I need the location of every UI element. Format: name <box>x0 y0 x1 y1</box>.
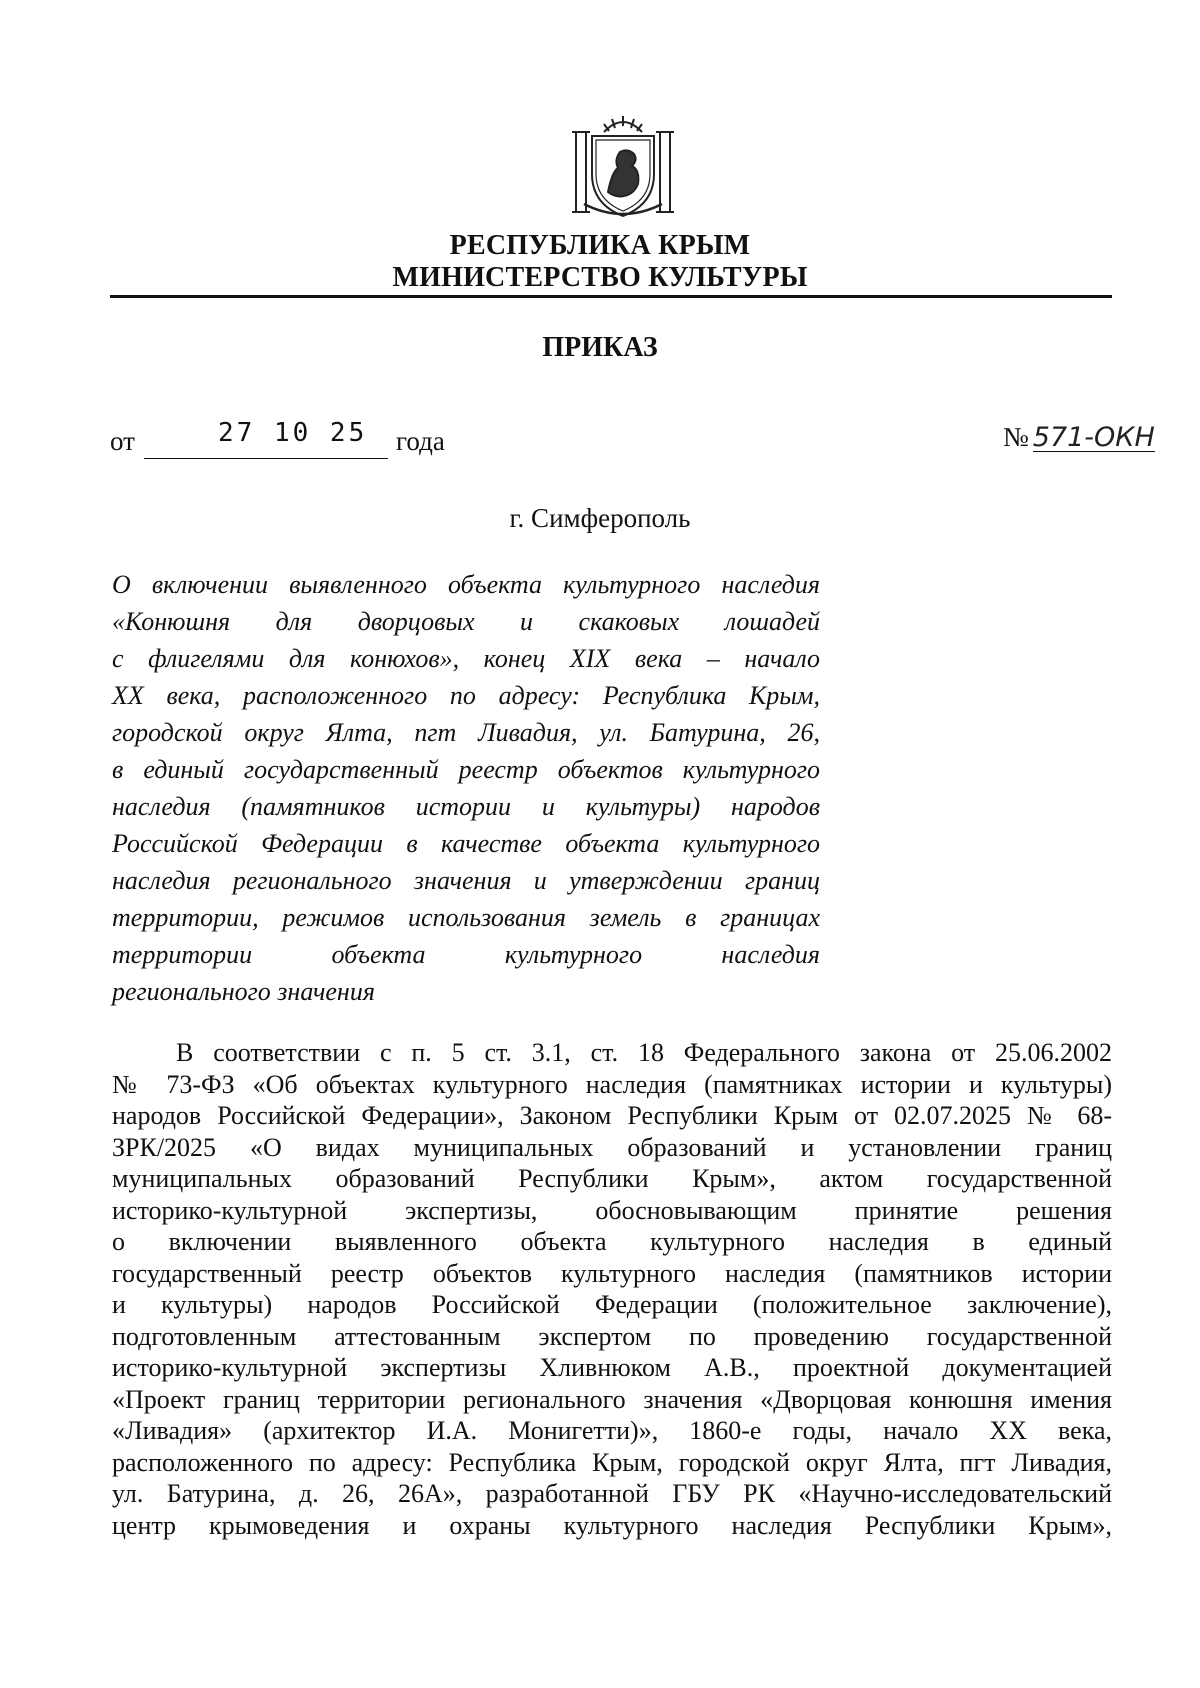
header-ministry: МИНИСТЕРСТВО КУЛЬТУРЫ <box>392 262 808 293</box>
document-type: ПРИКАЗ <box>542 332 658 363</box>
title-line: наследия (памятников истории и культуры) народов <box>112 792 820 821</box>
title-line: с флигелями для конюхов», конец XIX века – начало <box>112 644 820 673</box>
date-prefix: от <box>110 426 135 456</box>
order-title <box>112 566 820 1010</box>
body-line: муниципальных образований Республики Крым», актом государственной <box>112 1164 1112 1193</box>
title-line: «Конюшня для дворцовых и скаковых лошадей <box>112 607 820 636</box>
title-line: наследия регионального значения и утверждении границ <box>112 866 820 895</box>
body-line: «Проект границ территории регионального значения «Дворцовая конюшня имения <box>112 1384 1112 1414</box>
body-line: В соответствии с п. 5 ст. 3.1, ст. 18 Федерального закона от 25.06.2002 <box>176 1038 1112 1067</box>
title-line: Российской Федерации в качестве объекта культурного <box>112 829 820 858</box>
body-line: о включении выявленного объекта культурного наследия в единый <box>112 1227 1112 1256</box>
body-line: народов Российской Федерации», Законом Республики Крым от 02.07.2025 № 68- <box>112 1101 1112 1130</box>
date-value: 27 10 25 <box>218 418 368 448</box>
number-sign: № <box>1003 422 1029 452</box>
body-line: историко-культурной экспертизы, обосновывающим принятие решения <box>112 1195 1112 1225</box>
title-line: О включении выявленного объекта культурного наследия <box>112 570 820 599</box>
header-divider <box>110 295 1112 298</box>
body-line: историко-культурной экспертизы Хливнюком А.В., проектной документацией <box>112 1353 1112 1382</box>
city-line: г. Симферополь <box>509 503 691 533</box>
header-republic: РЕСПУБЛИКА КРЫМ <box>449 230 751 261</box>
document-number <box>1003 422 1155 453</box>
crimea-coat-of-arms-icon <box>568 112 678 222</box>
body-line: и культуры) народов Российской Федерации (положительное заключение), <box>112 1290 1112 1319</box>
body-line: ул. Батурина, д. 26, 26А», разработанной ГБУ РК «Научно-исследовательский <box>112 1479 1112 1508</box>
title-line: территории объекта культурного наследия <box>112 940 820 969</box>
date-underline <box>144 458 388 459</box>
title-line: регионального значения <box>112 977 375 1006</box>
title-line: городской округ Ялта, пгт Ливадия, ул. Батурина, 26, <box>112 718 820 747</box>
body-line: государственный реестр объектов культурного наследия (памятников истории <box>112 1258 1112 1288</box>
body-line: центр крымоведения и охраны культурного наследия Республики Крым», <box>112 1510 1112 1540</box>
date-suffix: года <box>396 426 445 456</box>
title-line: в единый государственный реестр объектов культурного <box>112 755 820 784</box>
title-line: XX века, расположенного по адресу: Республика Крым, <box>112 681 820 710</box>
body-line: подготовленным аттестованным экспертом по проведению государственной <box>112 1321 1112 1351</box>
body-line: расположенного по адресу: Республика Крым, городской округ Ялта, пгт Ливадия, <box>112 1447 1112 1477</box>
number-value: 571-ОКН <box>1032 422 1155 453</box>
body-line: № 73-ФЗ «Об объектах культурного наследия (памятниках истории и культуры) <box>112 1069 1112 1099</box>
body-line: «Ливадия» (архитектор И.А. Монигетти)», 1860-е годы, начало XX века, <box>112 1416 1112 1445</box>
order-body <box>112 1037 1112 1541</box>
title-line: территории, режимов использования земель в границах <box>112 903 820 932</box>
body-line: ЗРК/2025 «О видах муниципальных образований и установлении границ <box>112 1132 1112 1162</box>
